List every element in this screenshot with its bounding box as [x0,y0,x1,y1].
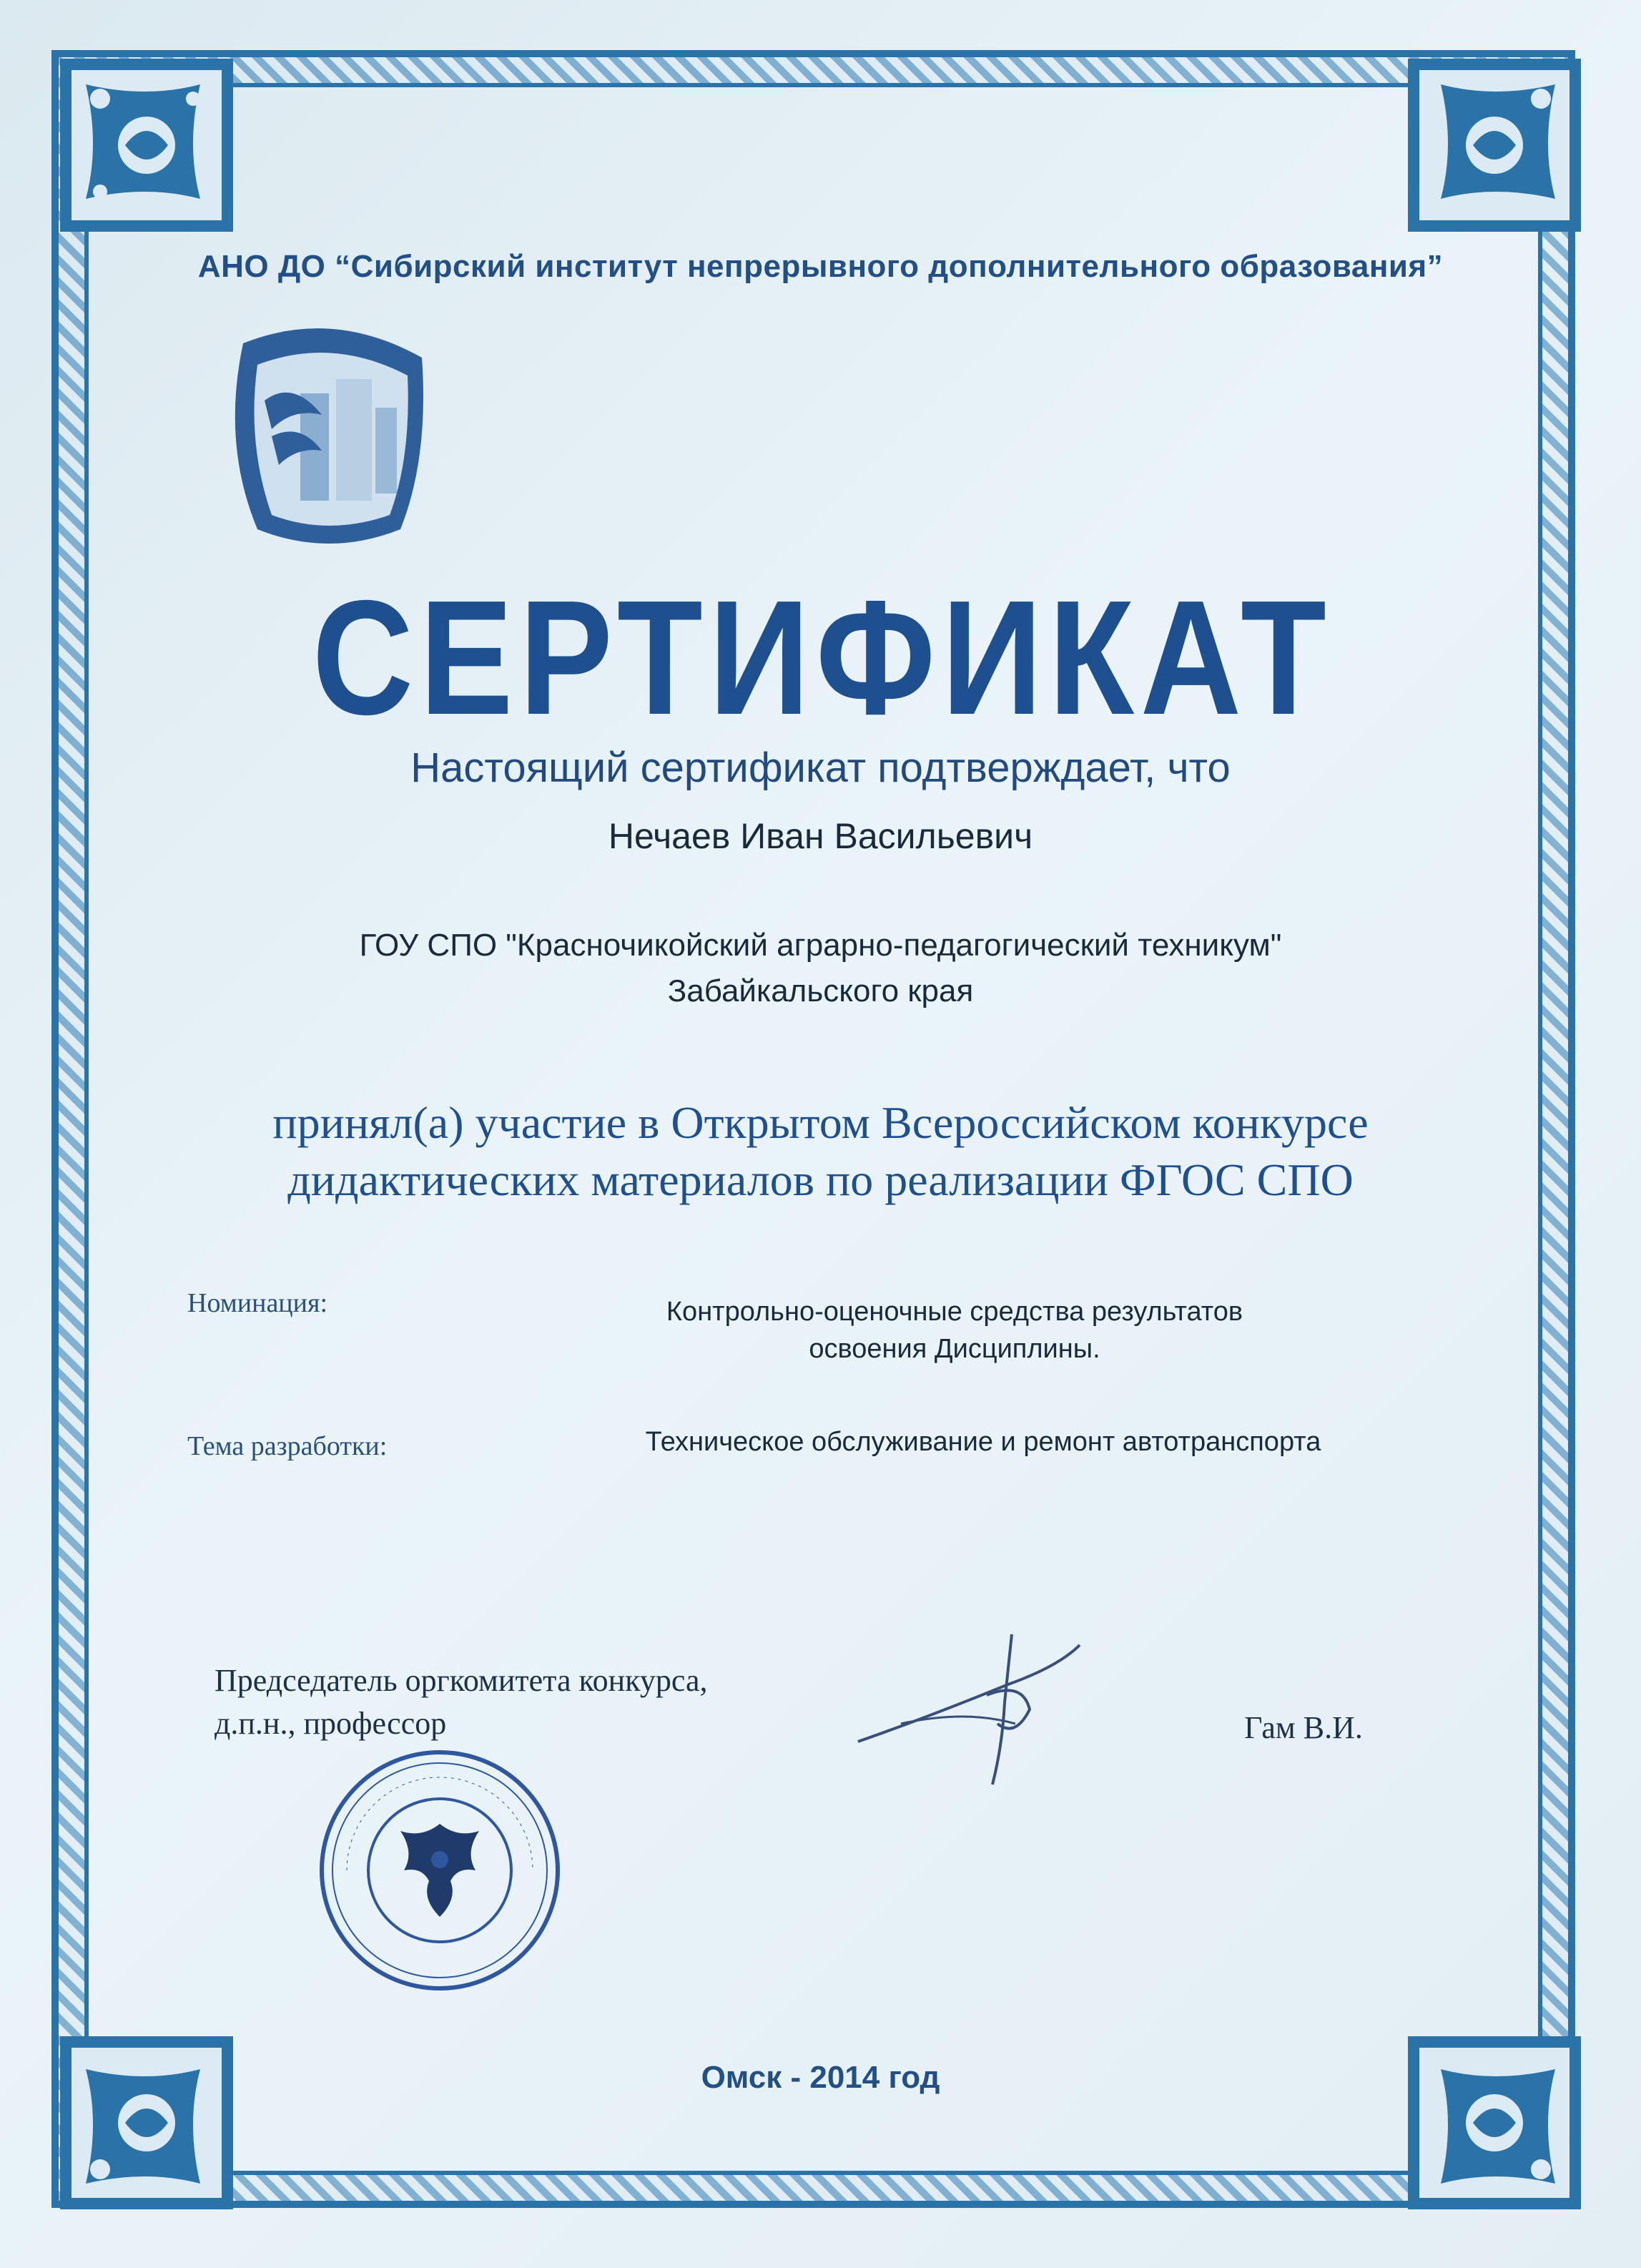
nomination-value-line-2: освоения Дисциплины. [809,1334,1100,1364]
certificate-title: СЕРТИФИКАТ [312,567,1333,749]
chair-line-1: Председатель оргкомитета конкурса, [215,1663,708,1698]
signer-name: Гам В.И. [1244,1710,1363,1745]
chair-block [215,1659,708,1745]
organization-name: АНО ДО “Сибирский институт непрерывного дополнительного образования” [197,249,1444,284]
school-line-2: Забайкальского края [667,973,974,1008]
corner-ornament-icon [57,56,236,235]
school-block [143,923,1498,1014]
intro-text: Настоящий сертификат подтверждает, что [410,745,1231,791]
chair-line-2: д.п.н., профессор [215,1706,447,1741]
official-seal-icon [315,1745,565,1995]
handwritten-signature-icon [844,1616,1115,1795]
corner-ornament-icon [1405,56,1584,235]
topic-label: Тема разработки: [187,1431,388,1461]
recipient-name: Нечаев Иван Васильевич [608,816,1033,856]
participation-line-1: принял(а) участие в Открытом Всероссийском конкурсе [272,1097,1369,1148]
participation-block [143,1094,1498,1209]
school-line-1: ГОУ СПО "Красночикойский аграрно-педагогический техникум" [359,928,1282,963]
institute-logo-icon [215,315,450,558]
participation-line-2: дидактических материалов по реализации ФГОС СПО [287,1154,1354,1205]
nomination-label: Номинация: [187,1288,328,1318]
city-year: Омск - 2014 год [701,2060,940,2095]
nomination-value [543,1293,1366,1368]
nomination-value-line-1: Контрольно-оценочные средства результатов [666,1297,1243,1327]
topic-value: Техническое обслуживание и ремонт автотранспорта [645,1427,1321,1457]
